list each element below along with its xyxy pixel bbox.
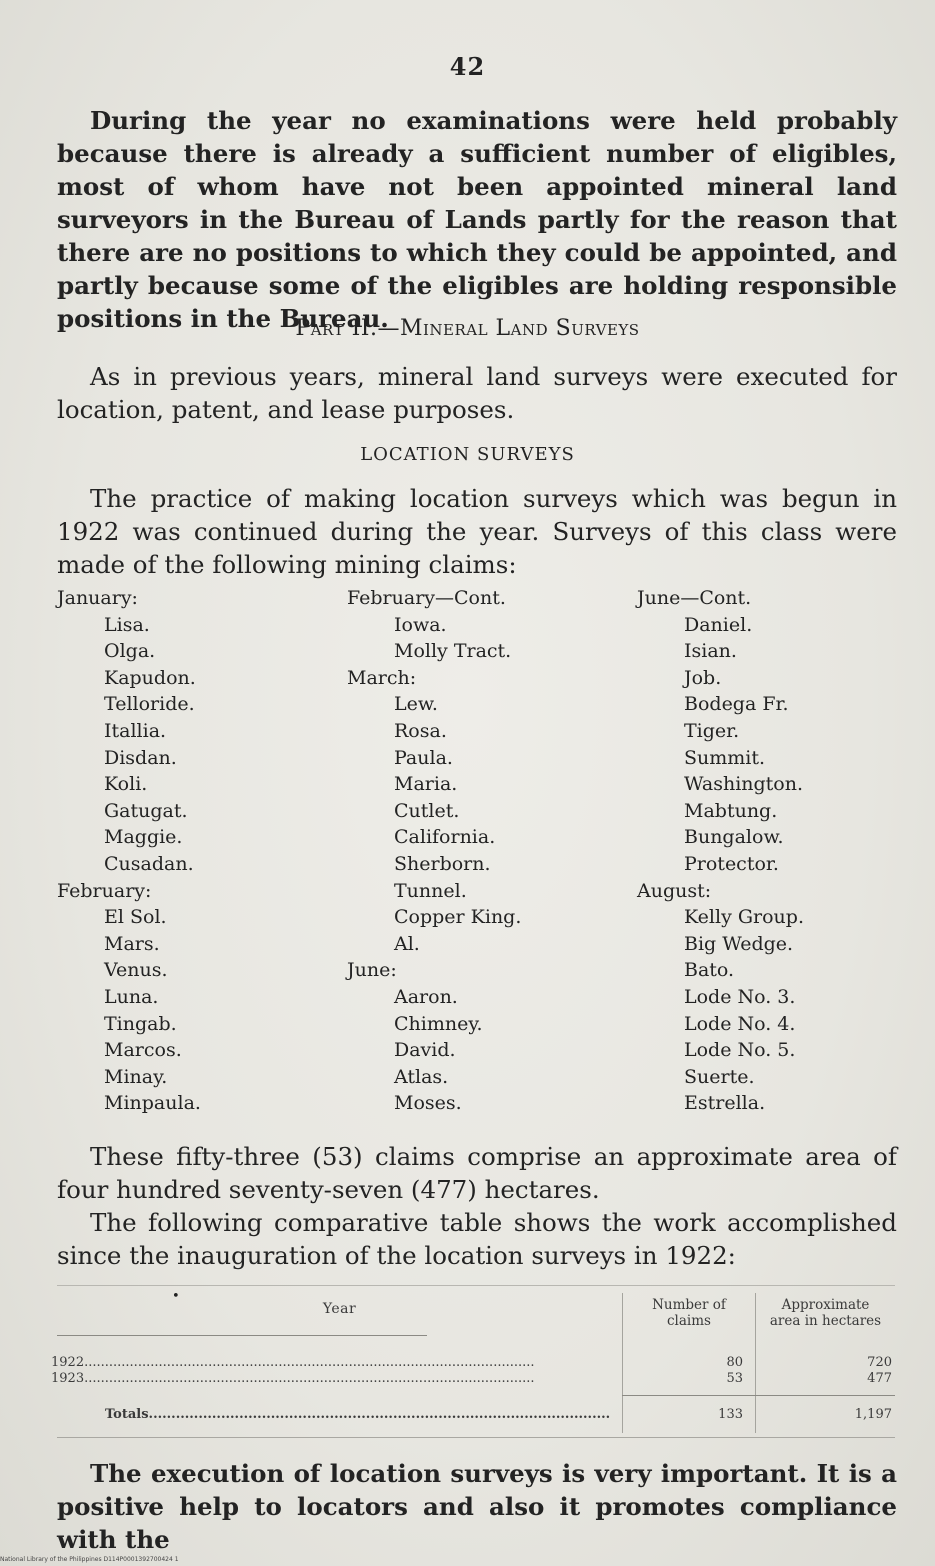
table-header-year: Year [322, 1301, 357, 1317]
paragraph-execution [57, 1457, 897, 1556]
paragraph-fifty-three-claims-text: These fifty-three (53) claims comprise an approximate area of four hundred seventy-seven (477) hectares. [57, 1142, 897, 1204]
totals-rule [622, 1395, 895, 1396]
claim-name: Rosa. [394, 719, 447, 742]
table-row-claims: 80 [726, 1355, 743, 1370]
table-header-claims-line1: Number of [652, 1297, 726, 1313]
claims-column-1 [57, 585, 201, 1117]
table-row-year: 1923............................................................................................................. [51, 1371, 535, 1386]
claim-name: Bodega Fr. [684, 693, 789, 716]
claim-name: Luna. [104, 985, 159, 1008]
claim-name: Al. [394, 932, 420, 955]
claim-name: Daniel. [684, 613, 753, 636]
claim-name: Sherborn. [394, 852, 491, 875]
paragraph-fifty-three-claims [57, 1140, 897, 1206]
claim-month-heading: August: [637, 879, 712, 902]
claim-name: Cusadan. [104, 852, 194, 875]
claim-name: Kapudon. [104, 666, 196, 689]
table-row [51, 1355, 895, 1371]
claim-month-heading: February—Cont. [347, 587, 506, 609]
claim-name: Cutlet. [394, 799, 460, 822]
claim-name: Atlas. [394, 1065, 449, 1088]
claim-name: Tiger. [684, 719, 740, 742]
claim-name: Aaron. [394, 985, 458, 1008]
claim-name: Koli. [104, 773, 148, 796]
claim-name: Maria. [394, 773, 458, 796]
paragraph-execution-text: The execution of location surveys is very important. It is a positive help to locators and also it promotes compliance with the [57, 1459, 897, 1554]
claim-name: Tunnel. [394, 879, 467, 902]
paragraph-previous-years-text: As in previous years, mineral land surveys were executed for location, patent, and lease purposes. [57, 362, 897, 424]
location-surveys-heading: LOCATION SURVEYS [360, 444, 575, 465]
table-total-label: Totals...................................................................................................... [105, 1407, 611, 1422]
claim-name: Estrella. [684, 1092, 766, 1115]
claim-name: Lode No. 3. [684, 985, 796, 1008]
claim-name: Lode No. 5. [684, 1039, 796, 1062]
claim-name: Lisa. [104, 613, 150, 636]
paragraph-practice [57, 482, 897, 581]
table-row-area: 477 [867, 1371, 892, 1386]
table-header-claims-line2: claims [667, 1313, 711, 1329]
claim-name: Bungalow. [684, 826, 784, 849]
claim-name: Maggie. [104, 826, 183, 849]
table-header-area-line1: Approximate [781, 1297, 870, 1313]
claim-name: Molly Tract. [394, 640, 512, 663]
claim-name: California. [394, 826, 496, 849]
claim-name: Bato. [684, 959, 735, 982]
table-total-area: 1,197 [854, 1407, 892, 1422]
table-total-row [57, 1407, 895, 1423]
claim-name: Moses. [394, 1092, 462, 1115]
scan-footer: National Library of the Philippines D114P0001392700424 1 [0, 1556, 179, 1563]
claim-month-heading: March: [347, 666, 417, 689]
claim-name: Telloride. [104, 693, 195, 716]
page-number: 42 [449, 52, 486, 81]
claim-name: Suerte. [684, 1065, 755, 1088]
claim-name: David. [394, 1039, 456, 1062]
table-bottom-rule [57, 1437, 895, 1438]
table-header-area [756, 1297, 895, 1329]
table-row-year: 1922............................................................................................................. [51, 1355, 535, 1370]
claim-month-heading: June: [347, 959, 397, 982]
table-header-area-line2: area in hectares [769, 1313, 882, 1329]
table-row-area: 720 [867, 1355, 892, 1370]
table-row-claims: 53 [726, 1371, 743, 1386]
comparative-table [51, 1285, 895, 1440]
claim-name: Marcos. [104, 1039, 182, 1062]
claim-month-heading: February: [57, 879, 152, 902]
claim-name: Isian. [684, 640, 737, 663]
claims-column-2 [347, 585, 521, 1117]
table-header-claims [623, 1297, 755, 1329]
claim-name: Copper King. [394, 906, 522, 929]
claim-name: Paula. [394, 746, 453, 769]
table-header-rule [57, 1335, 427, 1336]
table-row [51, 1371, 895, 1387]
claim-month-heading: January: [57, 587, 138, 609]
paragraph-comparative-table [57, 1206, 897, 1272]
claims-column-3 [637, 585, 804, 1117]
ink-mark: • [172, 1289, 180, 1304]
claim-name: Washington. [684, 773, 804, 796]
claim-name: Big Wedge. [684, 932, 794, 955]
part-heading: Part II.—Mineral Land Surveys [295, 316, 640, 341]
claim-name: Venus. [104, 959, 168, 982]
paragraph-examinations [57, 104, 897, 335]
claim-name: Mars. [104, 932, 160, 955]
claim-name: Mabtung. [684, 799, 778, 822]
table-top-rule [57, 1285, 895, 1286]
claim-name: Protector. [684, 852, 779, 875]
claim-name: Disdan. [104, 746, 177, 769]
claim-name: Kelly Group. [684, 906, 804, 929]
claim-name: Summit. [684, 746, 766, 769]
claim-name: Itallia. [104, 719, 167, 742]
paragraph-comparative-table-text: The following comparative table shows the work accomplished since the inauguration of the location surveys in 1922: [57, 1208, 897, 1270]
claim-name: Olga. [104, 640, 156, 663]
paragraph-previous-years [57, 360, 897, 426]
claim-month-heading: June—Cont. [637, 587, 752, 609]
claim-name: Lode No. 4. [684, 1012, 796, 1035]
table-total-claims: 133 [718, 1407, 743, 1422]
claim-name: Chimney. [394, 1012, 483, 1035]
paragraph-examinations-text: During the year no examinations were held probably because there is already a sufficient number of eligibles, most of whom have not been appointed mineral land surveyors in the Bureau of Lands partly for the reason that there are no positions to which they could be appointed, and partly because some of the eligibles are holding responsible positions in the Bureau. [57, 106, 897, 333]
claim-name: El Sol. [104, 906, 167, 929]
claim-name: Tingab. [104, 1012, 177, 1035]
claim-name: Gatugat. [104, 799, 188, 822]
claim-name: Minpaula. [104, 1092, 201, 1115]
claim-name: Job. [684, 666, 722, 689]
paragraph-practice-text: The practice of making location surveys which was begun in 1922 was continued during the year. Surveys of this class were made of the following mining claims: [57, 484, 897, 579]
claim-name: Minay. [104, 1065, 168, 1088]
claim-name: Lew. [394, 693, 438, 716]
claim-name: Iowa. [394, 613, 447, 636]
